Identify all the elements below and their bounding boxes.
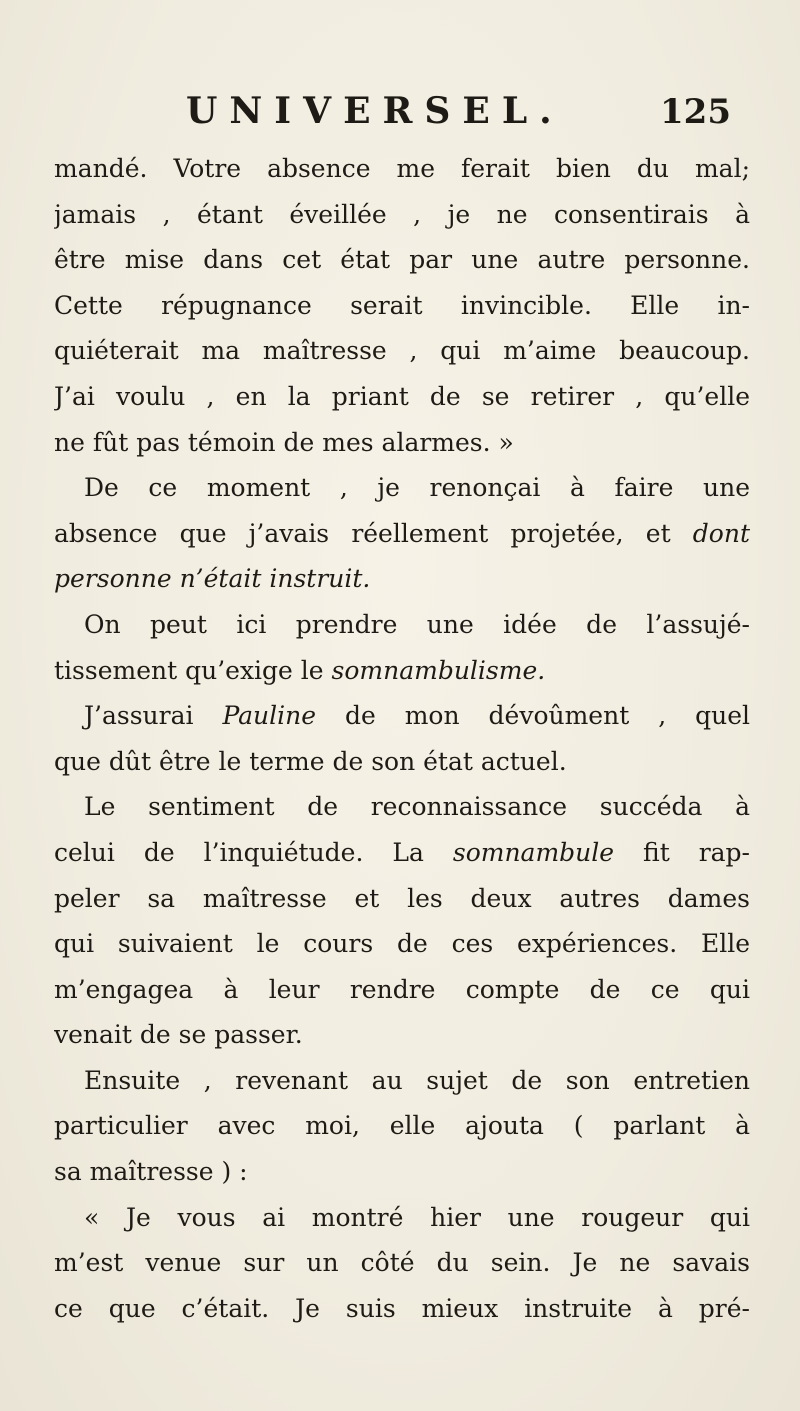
text-line: ce que c’était. Je suis mieux instruite à pré-: [54, 1293, 750, 1323]
text-line: m’engagea à leur rendre compte de ce qui: [54, 974, 750, 1004]
text-line: J’ai voulu , en la priant de se retirer , qu’elle: [54, 381, 750, 411]
text-line: J’assurai Pauline de mon dévoûment , quel: [84, 701, 750, 731]
text-line: particulier avec moi, elle ajouta ( parlant à: [54, 1111, 750, 1141]
body-text: [54, 146, 750, 1331]
italic-text: somnambulisme.: [331, 655, 546, 685]
italic-text: Pauline: [222, 701, 317, 731]
italic-text: somnambule: [452, 837, 615, 867]
text-line: celui de l’inquiétude. La somnambule fit rap-: [54, 837, 750, 867]
text-line: mandé. Votre absence me ferait bien du mal;: [54, 154, 750, 183]
italic-text: dont: [692, 518, 750, 548]
text-line: m’est venue sur un côté du sein. Je ne savais: [54, 1248, 750, 1278]
italic-text: personne n’était instruit.: [54, 564, 371, 594]
text-line: que dût être le terme de son état actuel.: [54, 746, 567, 776]
text-line: On peut ici prendre une idée de l’assujé-: [84, 609, 750, 639]
text-line: jamais , étant éveillée , je ne consentirais à: [54, 199, 750, 229]
text-line: être mise dans cet état par une autre personne.: [54, 245, 750, 275]
text-line: venait de se passer.: [54, 1020, 303, 1050]
text-line: [54, 556, 750, 602]
text-line: Cette répugnance serait invincible. Elle in-: [54, 290, 750, 320]
text-line: tissement qu’exige le somnambulisme.: [54, 655, 546, 685]
running-title: UNIVERSEL.: [186, 90, 564, 132]
text-line: quiéterait ma maîtresse , qui m’aime beaucoup.: [54, 336, 750, 366]
text-line: absence que j’avais réellement projetée, et dont: [54, 518, 750, 548]
page-number: 125: [660, 92, 731, 132]
text-line: sa maîtresse ) :: [54, 1157, 248, 1187]
text-line: qui suivaient le cours de ces expériences. Elle: [54, 929, 750, 959]
text-line: « Je vous ai montré hier une rougeur qui: [84, 1202, 750, 1232]
page-header: [0, 90, 800, 140]
text-line: peler sa maîtresse et les deux autres dames: [54, 883, 750, 913]
text-line: Le sentiment de reconnaissance succéda à: [84, 792, 750, 822]
text-line: Ensuite , revenant au sujet de son entretien: [84, 1065, 750, 1095]
text-line: De ce moment , je renonçai à faire une: [84, 473, 750, 503]
text-line: ne fût pas témoin de mes alarmes. »: [54, 427, 514, 457]
